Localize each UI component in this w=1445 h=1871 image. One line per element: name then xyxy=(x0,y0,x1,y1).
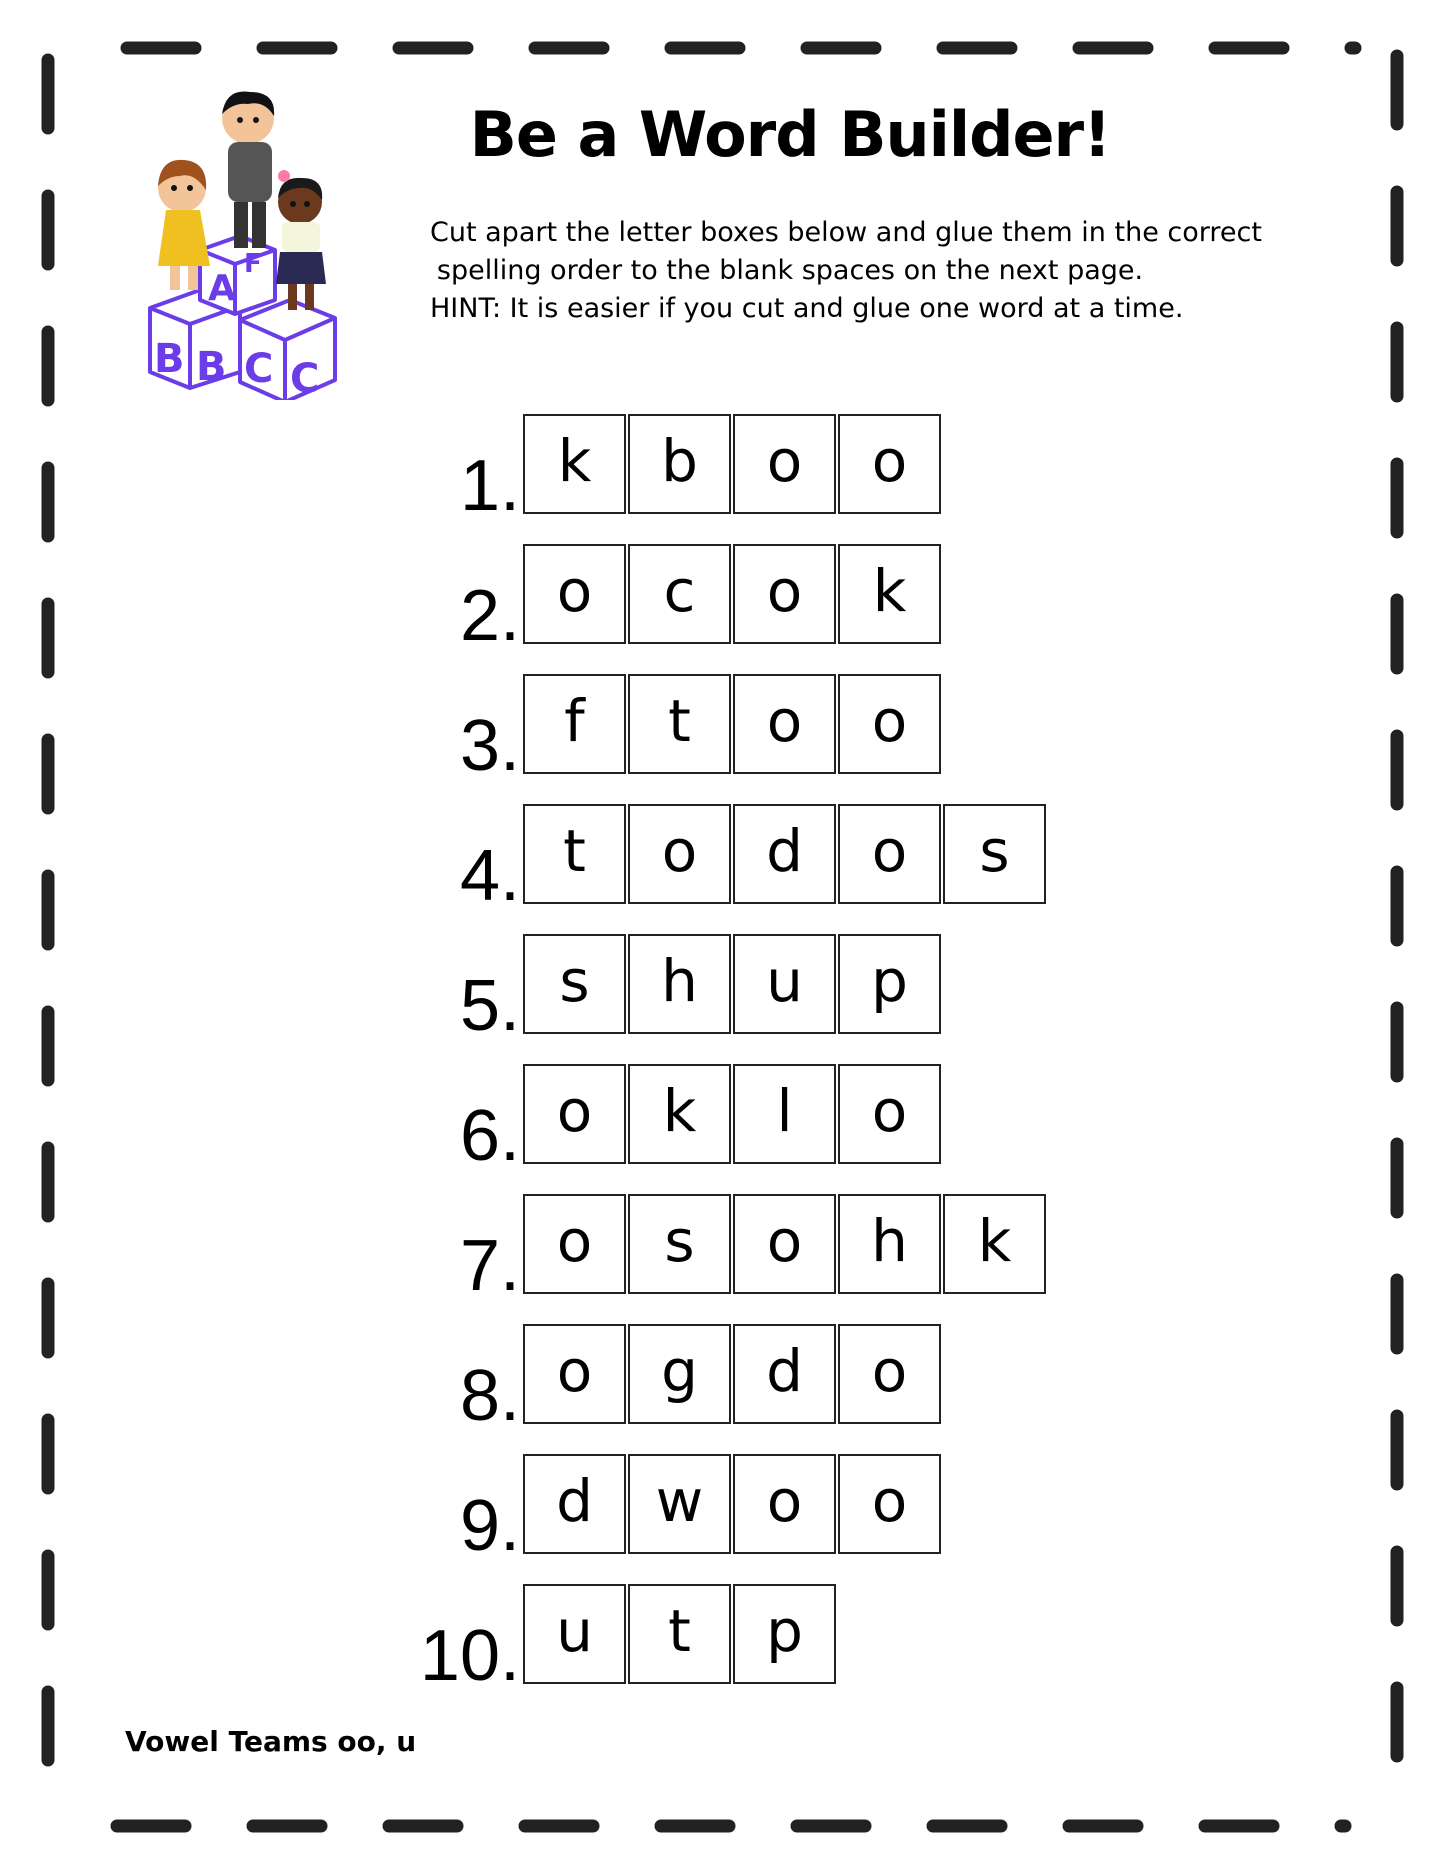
word-row xyxy=(0,934,1100,1046)
block-letter: B xyxy=(196,344,227,390)
instructions xyxy=(430,214,1262,328)
letter-box: u xyxy=(523,1584,626,1684)
letter-box: s xyxy=(628,1194,731,1294)
letter-boxes xyxy=(523,674,941,774)
instruction-line: Cut apart the letter boxes below and glue them in the correct xyxy=(430,217,1262,248)
letter-box: o xyxy=(628,804,731,904)
block-letter: C xyxy=(290,356,320,400)
instruction-line: HINT: It is easier if you cut and glue one word at a time. xyxy=(430,293,1184,324)
word-row xyxy=(0,544,1100,656)
letter-box: o xyxy=(838,804,941,904)
letter-box: d xyxy=(523,1454,626,1554)
word-number: 9. xyxy=(459,1486,520,1566)
letter-boxes xyxy=(523,1324,941,1424)
letter-box: h xyxy=(628,934,731,1034)
letter-box: o xyxy=(838,414,941,514)
letter-boxes xyxy=(523,544,941,644)
block-letter: F xyxy=(244,249,262,279)
letter-box: k xyxy=(628,1064,731,1164)
letter-box: b xyxy=(628,414,731,514)
letter-box: l xyxy=(733,1064,836,1164)
word-row xyxy=(0,1584,1100,1696)
word-number: 3. xyxy=(459,706,520,786)
letter-box: o xyxy=(838,1324,941,1424)
word-number: 6. xyxy=(459,1096,520,1176)
word-number: 5. xyxy=(459,966,520,1046)
word-number: 2. xyxy=(459,576,520,656)
letter-box: c xyxy=(628,544,731,644)
letter-box: o xyxy=(838,1064,941,1164)
letter-boxes xyxy=(523,1194,1046,1294)
letter-box: t xyxy=(628,674,731,774)
block-letter: A xyxy=(208,268,236,309)
letter-box: d xyxy=(733,804,836,904)
instruction-line: spelling order to the blank spaces on the next page. xyxy=(436,255,1144,286)
word-number: 10. xyxy=(419,1616,520,1696)
letter-box: o xyxy=(838,1454,941,1554)
letter-box: o xyxy=(733,1454,836,1554)
letter-boxes xyxy=(523,1064,941,1164)
letter-box: s xyxy=(523,934,626,1034)
letter-box: o xyxy=(733,544,836,644)
word-row xyxy=(0,1064,1100,1176)
letter-box: t xyxy=(523,804,626,904)
letter-box: u xyxy=(733,934,836,1034)
letter-boxes xyxy=(523,804,1046,904)
letter-box: o xyxy=(523,1194,626,1294)
word-row xyxy=(0,1194,1100,1306)
letter-box: o xyxy=(733,414,836,514)
letter-boxes xyxy=(523,1584,836,1684)
letter-box: p xyxy=(733,1584,836,1684)
letter-box: k xyxy=(838,544,941,644)
letter-box: o xyxy=(733,674,836,774)
word-row xyxy=(0,674,1100,786)
kids-on-abc-blocks-icon xyxy=(140,90,350,400)
letter-box: w xyxy=(628,1454,731,1554)
word-number: 8. xyxy=(459,1356,520,1436)
letter-box: t xyxy=(628,1584,731,1684)
letter-box: k xyxy=(943,1194,1046,1294)
word-number: 4. xyxy=(459,836,520,916)
letter-box: g xyxy=(628,1324,731,1424)
word-number: 7. xyxy=(459,1226,520,1306)
block-letter: B xyxy=(154,336,185,382)
block-letter: C xyxy=(244,346,274,392)
letter-box: o xyxy=(838,674,941,774)
word-number: 1. xyxy=(459,446,520,526)
letter-box: o xyxy=(523,1324,626,1424)
footer-topic: Vowel Teams oo, u xyxy=(125,1725,417,1758)
word-row xyxy=(0,1324,1100,1436)
letter-box: o xyxy=(523,1064,626,1164)
word-row xyxy=(0,414,1100,526)
letter-box: o xyxy=(523,544,626,644)
letter-box: s xyxy=(943,804,1046,904)
letter-boxes xyxy=(523,934,941,1034)
letter-box: h xyxy=(838,1194,941,1294)
letter-boxes xyxy=(523,1454,941,1554)
page-title: Be a Word Builder! xyxy=(469,98,1111,171)
letter-box: p xyxy=(838,934,941,1034)
letter-box: o xyxy=(733,1194,836,1294)
word-row xyxy=(0,804,1100,916)
word-row xyxy=(0,1454,1100,1566)
letter-box: d xyxy=(733,1324,836,1424)
letter-boxes xyxy=(523,414,941,514)
letter-box: k xyxy=(523,414,626,514)
letter-box: f xyxy=(523,674,626,774)
